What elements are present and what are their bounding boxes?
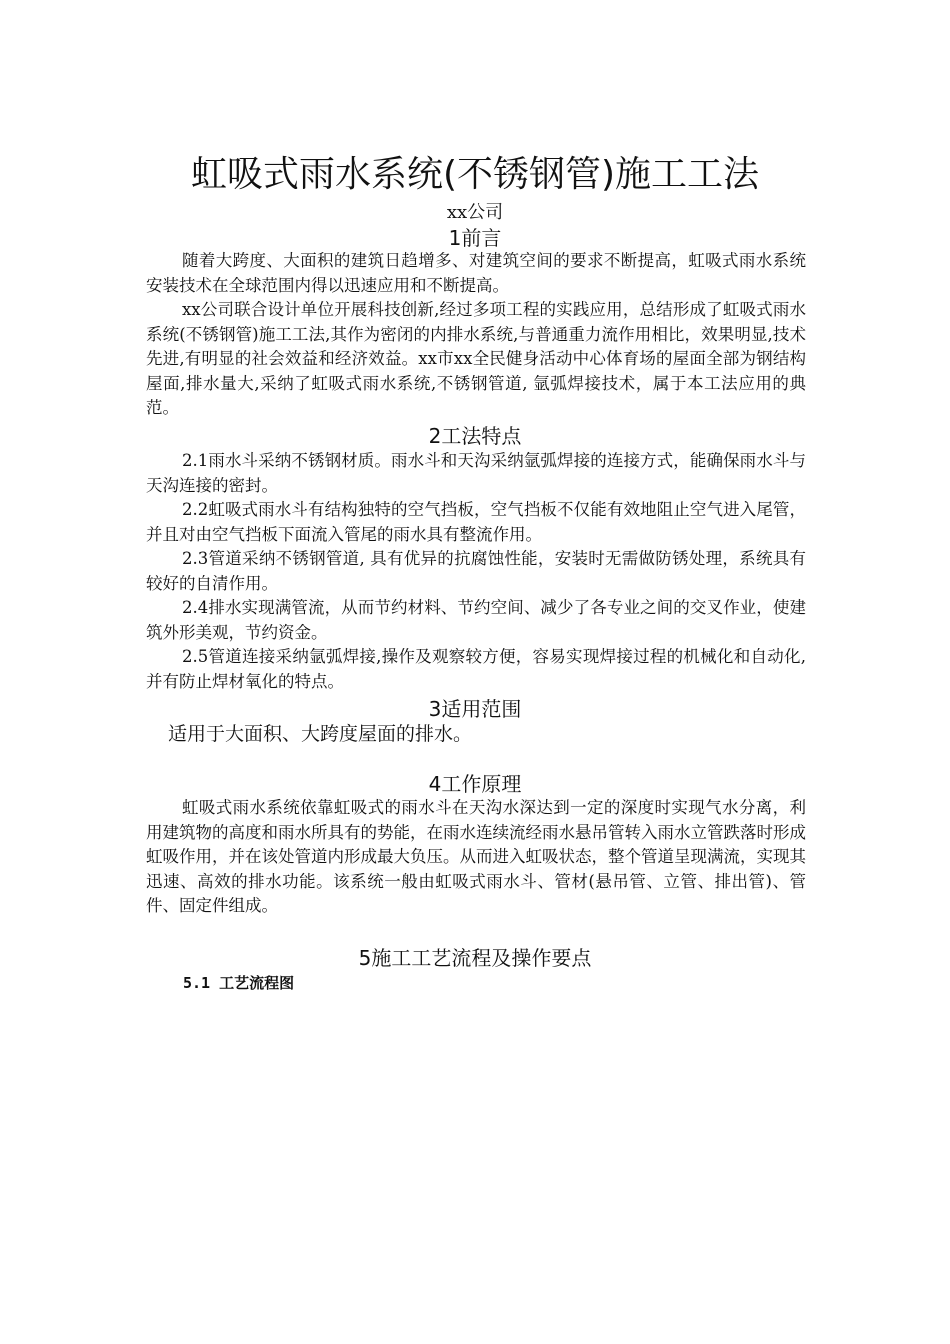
paragraph: 2.5管道连接采纳氩弧焊接,操作及观察较方便，容易实现焊接过程的机械化和自动化,并有防止焊材氧化的特点。 — [146, 647, 806, 691]
paragraph: 随着大跨度、大面积的建筑日趋增多、对建筑空间的要求不断提高，虹吸式雨水系统安装技术在全球范围内得以迅速应用和不断提高。 — [146, 251, 806, 295]
paragraph: 2.3管道采纳不锈钢管道, 具有优异的抗腐蚀性能，安装时无需做防锈处理，系统具有较好的自清作用。 — [146, 549, 806, 593]
section-heading-4: 4工作原理 — [428, 772, 522, 796]
section-heading-1: 1前言 — [448, 226, 502, 250]
subsection-heading: 5.1 工艺流程图 — [183, 974, 295, 992]
section-heading-2: 2工法特点 — [428, 424, 522, 448]
paragraph: xx公司联合设计单位开展科技创新,经过多项工程的实践应用，总结形成了虹吸式雨水系统(不锈钢管)施工工法,其作为密闭的内排水系统,与普通重力流作用相比，效果明显,技术先进,有明显的社会效益和经济效益。xx市xx全民健身活动中心体育场的屋面全部为钢结构屋面,排水量大,采纳了虹吸式雨水系统,不锈钢管道, 氩弧焊接技术，属于本工法应用的典范。 — [146, 300, 806, 417]
paragraph: 2.1雨水斗采纳不锈钢材质。雨水斗和天沟采纳氩弧焊接的连接方式，能确保雨水斗与天沟连接的密封。 — [146, 451, 806, 495]
section-heading-3: 3适用范围 — [428, 697, 522, 721]
paragraph: 2.2虹吸式雨水斗有结构独特的空气挡板，空气挡板不仅能有效地阻止空气进入尾管，并且对由空气挡板下面流入管尾的雨水具有整流作用。 — [146, 500, 806, 544]
document-title: 虹吸式雨水系统(不锈钢管)施工工法 — [190, 154, 760, 195]
section-heading-5: 5施工工艺流程及操作要点 — [358, 946, 592, 970]
company-name: xx公司 — [446, 202, 504, 223]
paragraph: 虹吸式雨水系统依靠虹吸式的雨水斗在天沟水深达到一定的深度时实现气水分离，利用建筑物的高度和雨水所具有的势能，在雨水连续流经雨水悬吊管转入雨水立管跌落时形成虹吸作用，并在该处管道内形成最大负压。从而进入虹吸状态，整个管道呈现满流，实现其迅速、高效的排水功能。该系统一般由虹吸式雨水斗、管材(悬吊管、立管、排出管)、管件、固定件组成。 — [146, 798, 806, 915]
paragraph: 2.4排水实现满管流，从而节约材料、节约空间、减少了各专业之间的交叉作业，使建筑外形美观，节约资金。 — [146, 598, 806, 642]
paragraph: 适用于大面积、大跨度屋面的排水。 — [168, 723, 473, 745]
